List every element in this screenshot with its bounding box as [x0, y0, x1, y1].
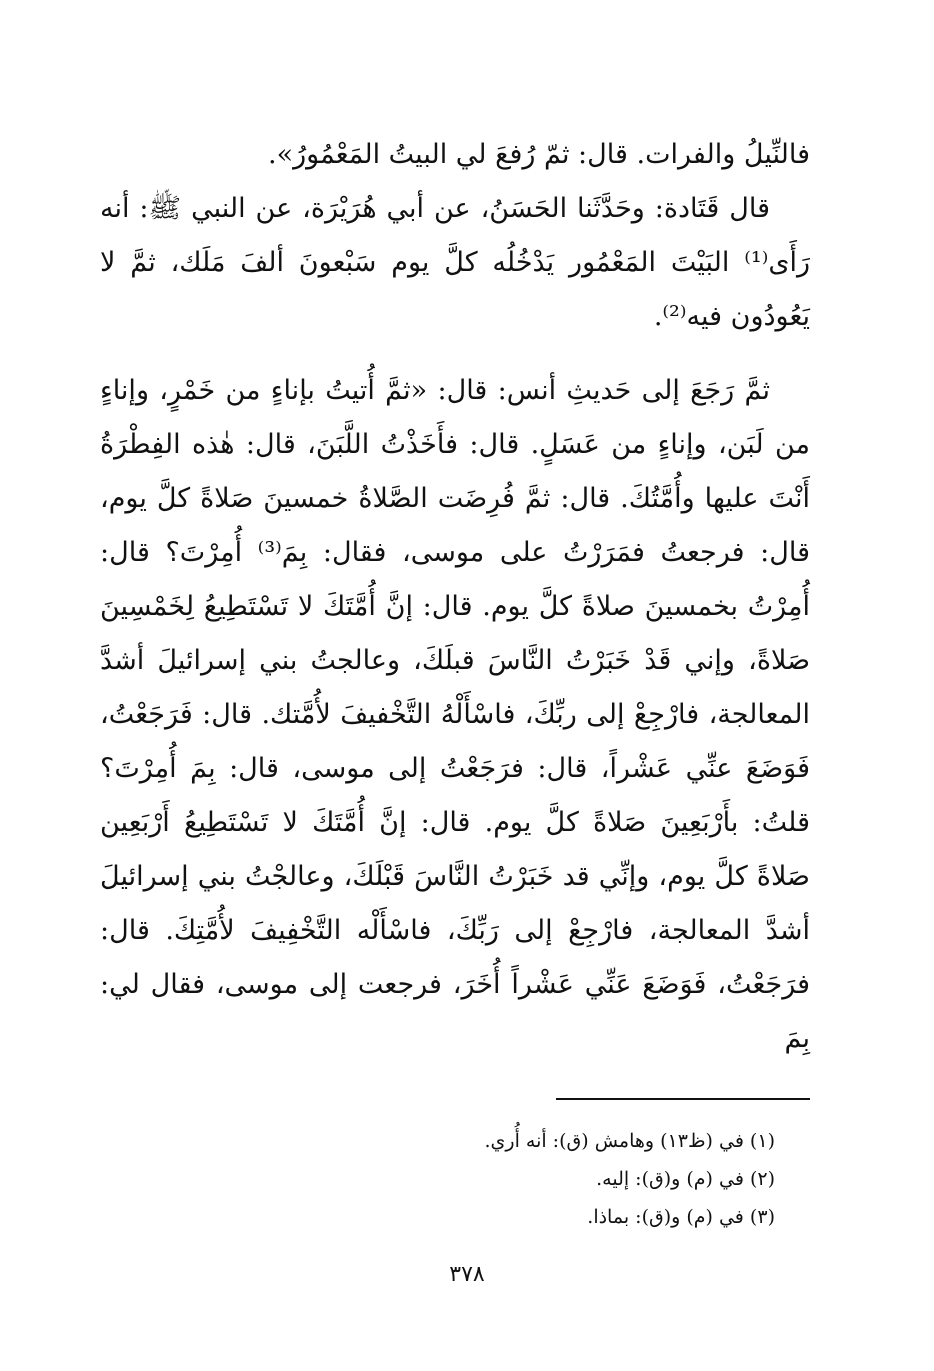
page-number: ٣٧٨ [449, 1262, 485, 1287]
paragraph-qatada: قال قَتَادة: وحَدَّثَنا الحَسَنُ، عن أبي هُرَيْرَة، عن النبي ﷺ: أنه رَأَى⁽¹⁾ البَيْتَ المَعْمُور يَدْخُلُه كلَّ يوم سَبْعونَ ألفَ مَلَك، ثمَّ لا يَعُودُون فيه⁽²⁾. [100, 193, 810, 332]
footnotes [100, 1122, 775, 1236]
paragraph-continuation: فالنِّيلُ والفرات. قال: ثمّ رُفعَ لي البيتُ المَعْمُورُ». [268, 139, 810, 170]
main-text [100, 128, 810, 1066]
footnote-item: (١) في (ظ١٣) وهامش (ق): أنه أُري. [484, 1130, 775, 1152]
footnote-item: (٣) في (م) و(ق): بماذا. [587, 1206, 775, 1228]
footnote-separator [556, 1098, 810, 1100]
paragraph-anas-hadith: ثمَّ رَجَعَ إلى حَديثِ أنس: قال: «ثمَّ أُتيتُ بإناءٍ من خَمْرٍ، وإناءٍ من لَبَن، وإناءٍ من عَسَلٍ. قال: فأَخَذْتُ اللَّبَنَ، قال: هٰذه الفِطْرَةُ أَنْتَ عليها وأُمَّتُكَ. قال: ثمَّ فُرِضَت الصَّلاةُ خمسينَ صَلاةً كلَّ يوم، قال: فرجعتُ فمَرَرْتُ على موسى، فقال: بِمَ⁽³⁾ أُمِرْتَ؟ قال: أُمِرْتُ بخمسينَ صلاةً كلَّ يوم. قال: إنَّ أُمَّتَكَ لا تَسْتَطِيعُ لِخَمْسِينَ صَلاةً، وإني قَدْ خَبَرْتُ النَّاسَ قبلَكَ، وعالجتُ بني إسرائيلَ أشدَّ المعالجة، فارْجِعْ إلى ربِّكَ، فاسْأَلْهُ التَّخْفيفَ لأُمَّتك. قال: فَرَجَعْتُ، فَوَضَعَ عنِّي عَشْراً، قال: فرَجَعْتُ إلى موسى، قال: بِمَ أُمِرْتَ؟ قلتُ: بأَرْبَعِينَ صَلاةً كلَّ يوم. قال: إنَّ أُمَّتَكَ لا تَسْتَطِيعُ أَرْبَعِين صَلاةً كلَّ يوم، وإنِّي قد خَبَرْتُ النَّاسَ قَبْلَكَ، وعالجْتُ بني إسرائيلَ أشدَّ المعالجة، فارْجِعْ إلى رَبِّكَ، فاسْأَلْه التَّخْفِيفَ لأُمَّتِكَ. قال: فرَجَعْتُ، فَوَضَعَ عَنِّي عَشْراً أُخَرَ، فرجعت إلى موسى، فقال لي: بِمَ [100, 375, 810, 1054]
footnote-item: (٢) في (م) و(ق): إليه. [596, 1168, 775, 1190]
